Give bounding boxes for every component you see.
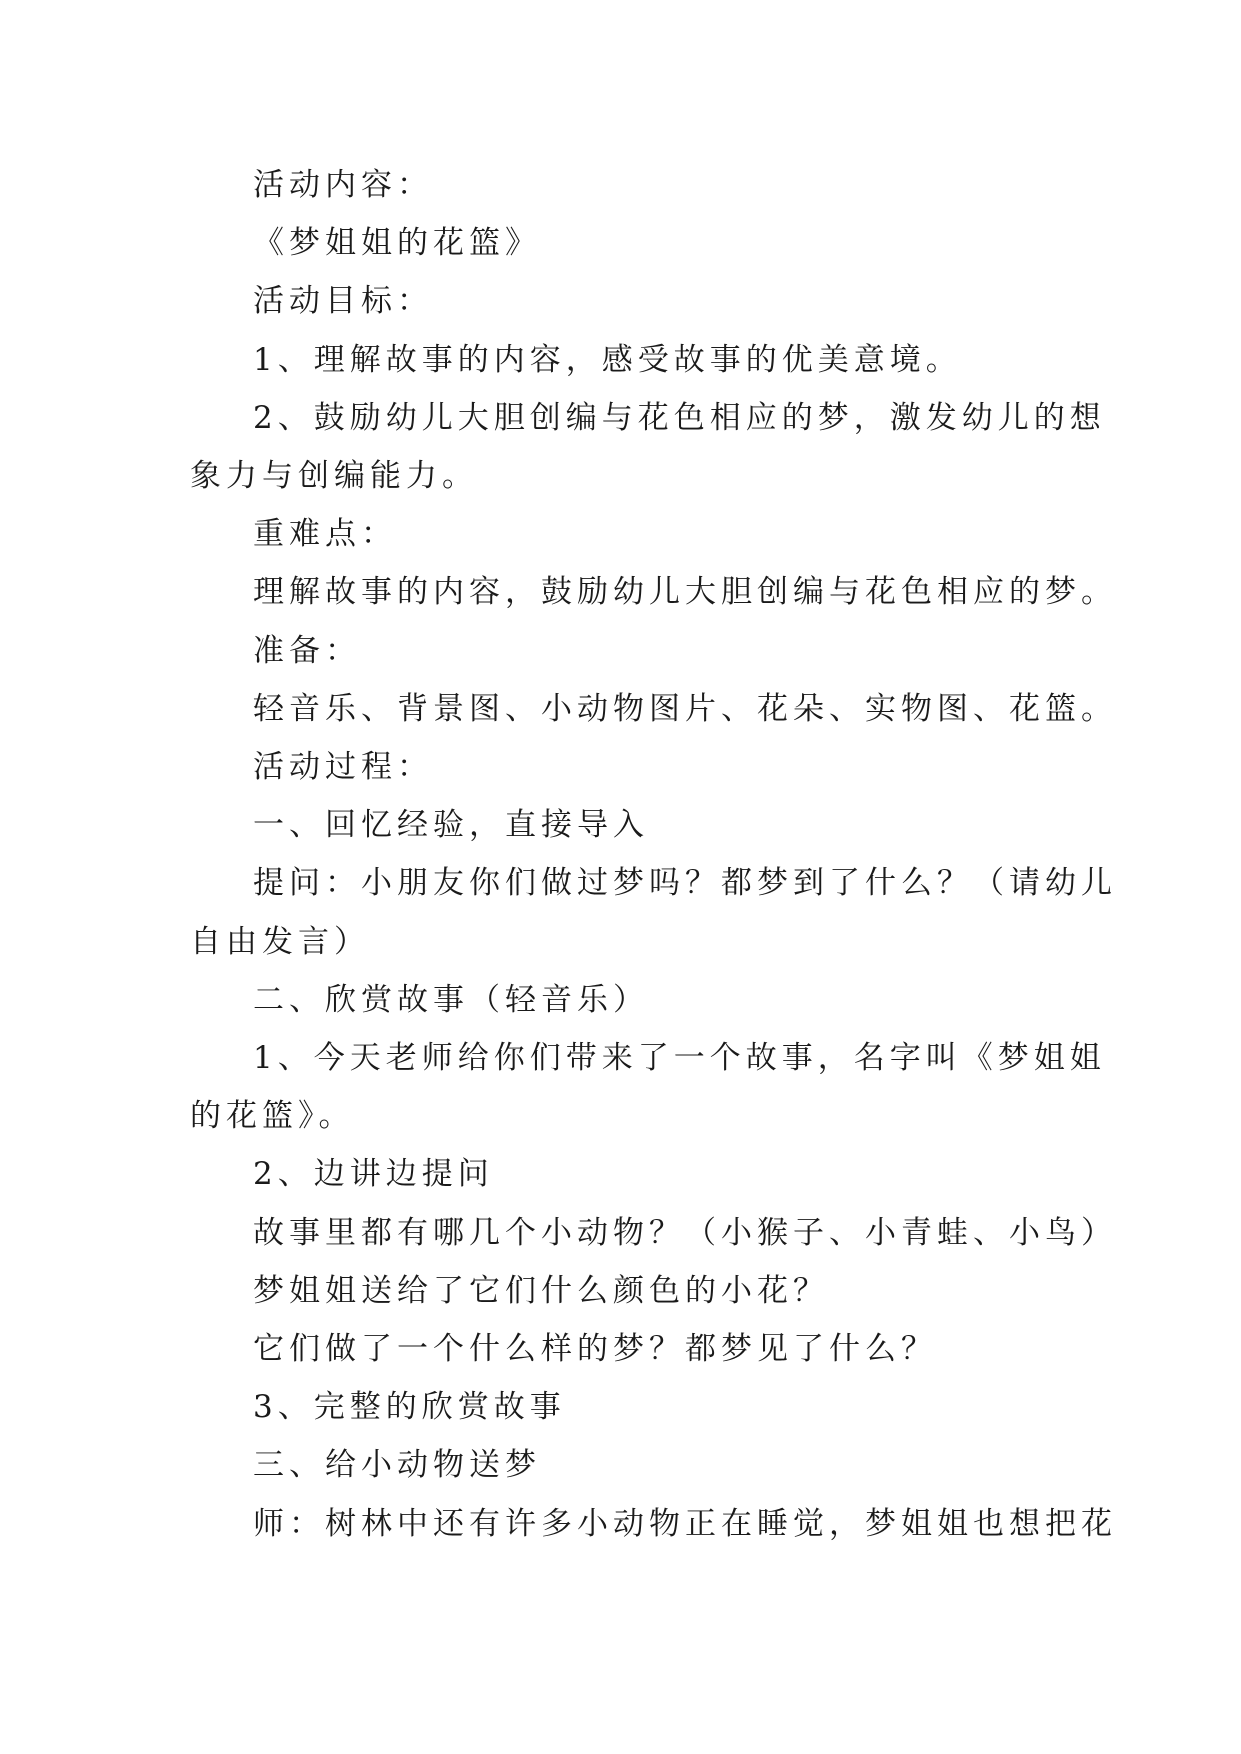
text-line: 三、给小动物送梦 [253,1447,541,1483]
text-line: 《梦姐姐的花篮》 [253,225,541,261]
text-line: 理解故事的内容，鼓励幼儿大胆创编与花色相应的梦。 [253,574,1117,610]
text-line: 轻音乐、背景图、小动物图片、花朵、实物图、花篮。 [253,691,1117,727]
text-line: 梦姐姐送给了它们什么颜色的小花？ [253,1273,829,1309]
text-line: 活动目标： [253,283,433,319]
text-line: 活动过程： [253,749,433,785]
text-line: 活动内容： [253,167,433,203]
text-line: 1、理解故事的内容，感受故事的优美意境。 [253,342,962,378]
text-line: 提问：小朋友你们做过梦吗？都梦到了什么？（请幼儿 [253,865,1117,901]
text-line: 2、鼓励幼儿大胆创编与花色相应的梦，激发幼儿的想 [253,400,1106,436]
text-line: 3、完整的欣赏故事 [253,1389,566,1425]
text-line: 故事里都有哪几个小动物？（小猴子、小青蛙、小鸟） [253,1215,1117,1251]
text-line: 二、欣赏故事（轻音乐） [253,982,649,1018]
text-line: 师：树林中还有许多小动物正在睡觉，梦姐姐也想把花 [253,1506,1117,1542]
text-line: 它们做了一个什么样的梦？都梦见了什么？ [253,1331,937,1367]
text-line: 一、回忆经验，直接导入 [253,807,649,843]
text-line: 自由发言） [190,924,370,960]
text-line: 象力与创编能力。 [190,458,478,494]
text-line: 的花篮》。 [190,1098,355,1134]
text-line: 重难点： [253,516,397,552]
text-line: 1、今天老师给你们带来了一个故事，名字叫《梦姐姐 [253,1040,1106,1076]
text-line: 准备： [253,633,361,669]
text-line: 2、边讲边提问 [253,1156,494,1192]
